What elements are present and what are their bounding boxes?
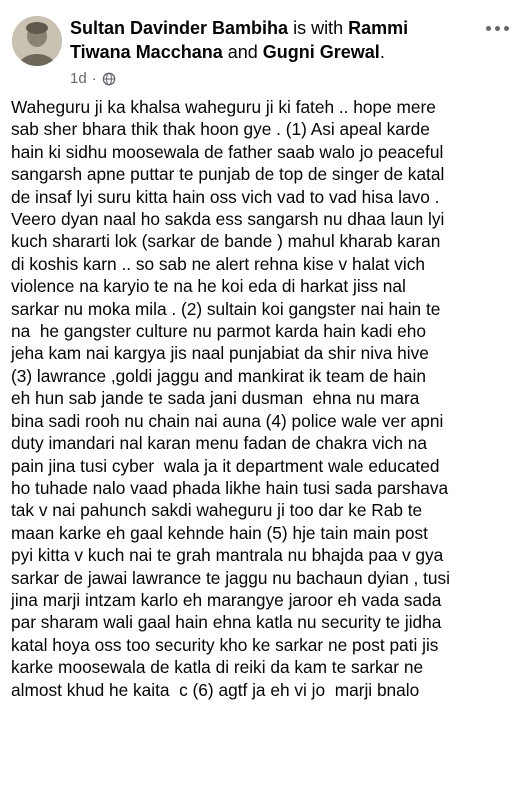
post-text-line: na he gangster culture nu parmot karda hain kadi eho (11, 321, 427, 342)
more-dot-icon (504, 26, 509, 31)
post-text-line: par sharam wali gaal hain ehna katla nu security te jidha (11, 612, 442, 633)
author-name-link[interactable]: Sultan Davinder Bambiha (70, 18, 289, 38)
more-options-button[interactable] (477, 14, 517, 42)
post-text-line: karke moosewala de katla di reiki da kam te sarkar ne (11, 657, 424, 678)
post-text-line: Veero dyan naal ho sakda ess sangarsh nu dhaa laun lyi (11, 209, 445, 230)
post-text-line: jina marji intzam karlo eh marangye jaroor eh vada sada (11, 589, 442, 610)
post-text-line: pyi kitta v kuch nai te grah mantrala nu bhajda paa v gya (11, 545, 444, 566)
post-text-line: di koshis karn .. so sab ne alert rehna kise v halat vich (11, 253, 425, 274)
more-dot-icon (495, 26, 500, 31)
post-text-line: kuch shararti lok (sarkar de bande ) mahul kharab karan (11, 231, 441, 252)
post-text-line: violence na karyio te na he koi eda di harkat jiss nal (11, 276, 406, 297)
post-text-line: duty imandari nal karan menu fadan de chakra vich na (11, 433, 427, 454)
post-text-line: sangarsh apne puttar te punjab de top de singer de katal (11, 164, 445, 185)
post-text-line: sarkar de jawai lawrance te jaggu nu bachaun dyian , tusi (11, 567, 451, 588)
post-text-line: ho tuhade nalo vaad phada likhe hain tusi sada parshava (11, 477, 449, 498)
post-text-line: de insaf lyi suru kitta hain oss vich vad to vad hisa lavo . (11, 186, 440, 207)
and-text: and (222, 42, 263, 62)
post-timestamp[interactable]: 1d (70, 70, 87, 87)
post-author-line (70, 16, 450, 64)
post-text-line: eh hun sab jande te sada jani dusman ehna nu mara (11, 388, 420, 409)
with-text: is with (288, 18, 349, 38)
period-text: . (379, 42, 385, 62)
post-text-line: sarkar nu moka mila . (2) sultain koi gangster nai hain te (11, 298, 441, 319)
post-text-line: bina sadi rooh nu chain nai auna (4) police wale ver apni (11, 410, 444, 431)
post-text-line: katal hoya oss too security kho ke sarkar ne post pati jis (11, 634, 439, 655)
post-text-line: pain jina tusi cyber wala ja it department wale educated (11, 455, 440, 476)
tagged-user-1-part1[interactable]: Rammi (348, 18, 409, 38)
post-text-line: Waheguru ji ka khalsa waheguru ji ki fateh .. hope mere (11, 97, 436, 117)
post-text-line: almost khud he kaita c (6) agtf ja eh vi jo marji bnalo (11, 679, 420, 700)
post-text-line: hain ki sidhu moosewala de father saab walo jo peaceful (11, 141, 444, 162)
tagged-user-1-part2[interactable]: Tiwana Macchana (70, 42, 223, 62)
post-meta (70, 70, 116, 87)
globe-icon[interactable] (102, 72, 116, 86)
meta-separator: · (91, 70, 97, 87)
author-avatar[interactable] (12, 16, 62, 66)
post-text-line: sab sher bhara thik thak hoon gye . (1) Asi apeal karde (11, 119, 430, 140)
post-text-line: tak v nai pahunch sakdi waheguru ji too dar ke Rab te (11, 500, 423, 521)
post-text-line: (3) lawrance ,goldi jaggu and mankirat ik team de hain (11, 365, 426, 386)
post-text-line: jeha kam nai kargya jis naal punjabiat da shir niva hive (11, 343, 429, 364)
post-body (11, 96, 525, 701)
post-header (12, 10, 517, 90)
tagged-user-2[interactable]: Gugni Grewal (262, 42, 380, 62)
more-dot-icon (486, 26, 491, 31)
avatar-portrait-icon (12, 16, 62, 66)
post-text-line: maan karke eh gaal kehnde hain (5) hje tain main post (11, 522, 428, 543)
